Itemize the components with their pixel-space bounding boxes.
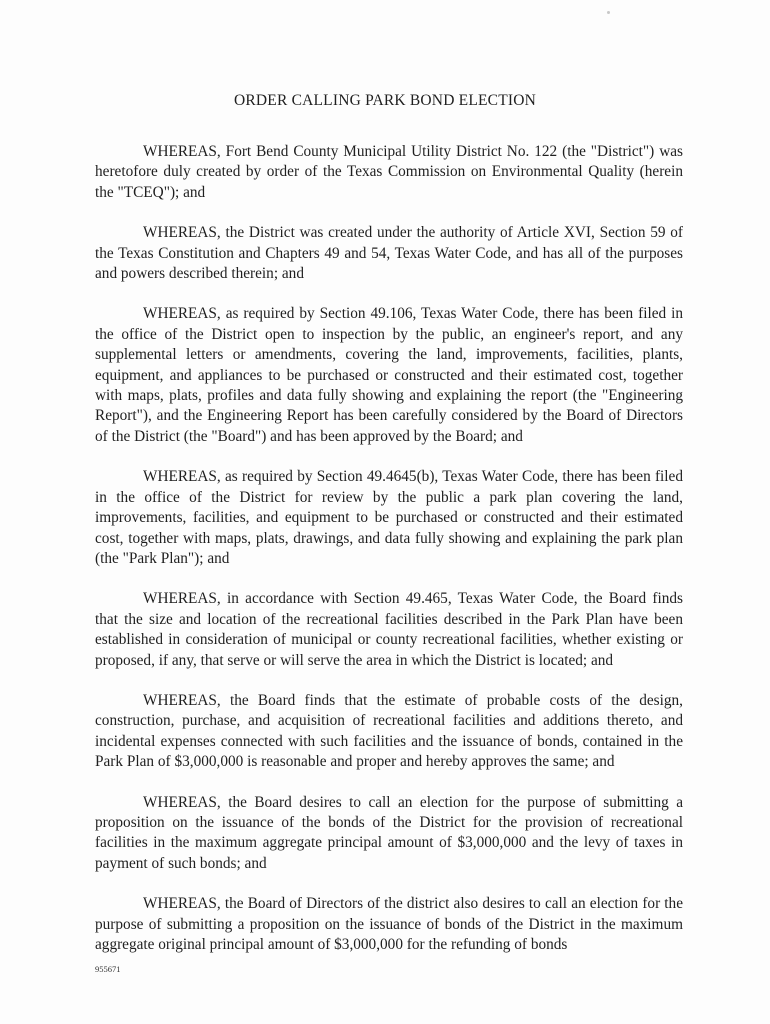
whereas-paragraph-8: WHEREAS, the Board of Directors of the district also desires to call an election for the purpose of submitting a proposition on the issuance of bonds of the District in the maximum aggregate original principal amount of $3,000,000 for the refunding of bonds: [95, 895, 683, 953]
document-title: ORDER CALLING PARK BOND ELECTION: [233, 92, 537, 109]
document-id-footer: 955671: [95, 964, 121, 974]
document-body: [95, 142, 683, 975]
scan-speck: [607, 11, 610, 14]
whereas-paragraph-6: WHEREAS, the Board finds that the estimate of probable costs of the design, construction, purchase, and acquisition of recreational facilities and additions thereto, and incidental expenses connected with such facilities and the issuance of bonds, contained in the Park Plan of $3,000,000 is reasonable and proper and hereby approves the same; and: [95, 691, 683, 771]
whereas-paragraph-7: WHEREAS, the Board desires to call an election for the purpose of submitting a proposition on the issuance of the bonds of the District for the provision of recreational facilities in the maximum aggregate principal amount of $3,000,000 and the levy of taxes in payment of such bonds; and: [95, 793, 683, 872]
whereas-paragraph-3: WHEREAS, as required by Section 49.106, Texas Water Code, there has been filed in the office of the District open to inspection by the public, an engineer's report, and any supplemental letters or amendments, covering the land, improvements, facilities, plants, equipment, and appliances to be purchased or constructed and their estimated cost, together with maps, plats, profiles and data fully showing and explaining the report (the "Engineering Report"), and the Engineering Report has been carefully considered by the Board of Directors of the District (the "Board") and has been approved by the Board; and: [95, 305, 683, 445]
whereas-paragraph-1: WHEREAS, Fort Bend County Municipal Utility District No. 122 (the "District") was heretofore duly created by order of the Texas Commission on Environmental Quality (herein the "TCEQ"); and: [95, 143, 683, 201]
whereas-paragraph-2: WHEREAS, the District was created under the authority of Article XVI, Section 59 of the Texas Constitution and Chapters 49 and 54, Texas Water Code, and has all of the purposes and powers described therein; and: [95, 224, 683, 283]
whereas-paragraph-5: WHEREAS, in accordance with Section 49.465, Texas Water Code, the Board finds that the size and location of the recreational facilities described in the Park Plan have been established in consideration of municipal or county recreational facilities, whether existing or proposed, if any, that serve or will serve the area in which the District is located; and: [95, 590, 683, 669]
whereas-paragraph-4: WHEREAS, as required by Section 49.4645(b), Texas Water Code, there has been filed in the office of the District for review by the public a park plan covering the land, improvements, facilities, and equipment to be purchased or constructed and their estimated cost, together with maps, plats, drawings, and data fully showing and explaining the park plan (the "Park Plan"); and: [95, 468, 683, 567]
